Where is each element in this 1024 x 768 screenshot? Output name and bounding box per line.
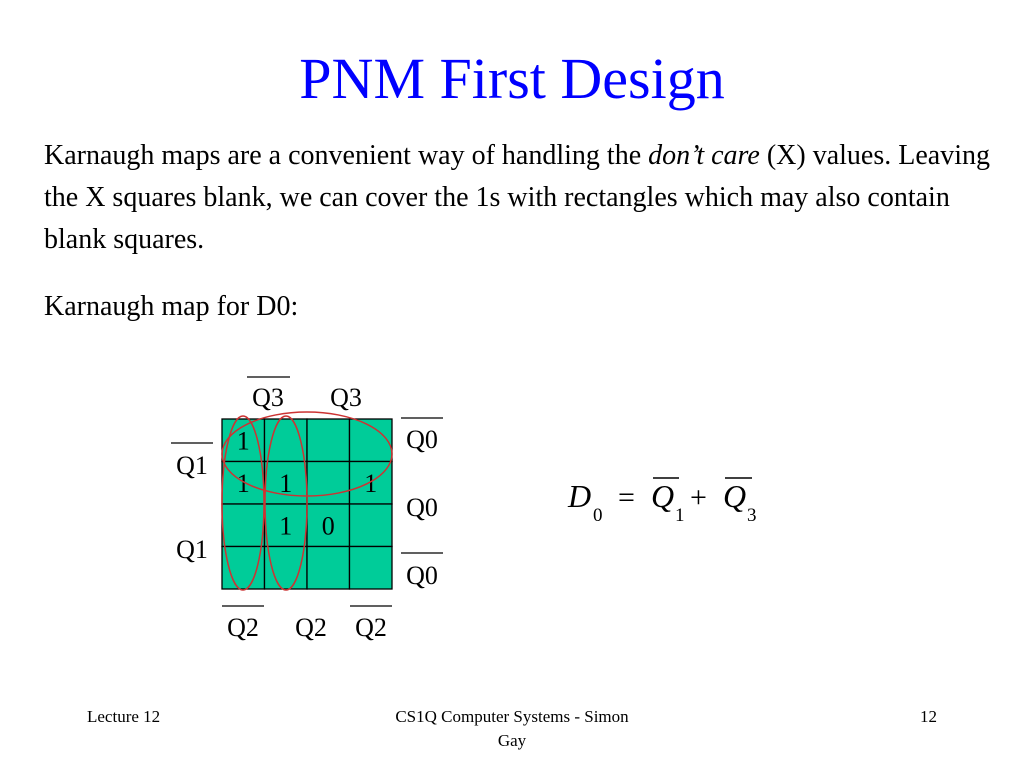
map-caption: Karnaugh map for D0: <box>44 291 299 322</box>
col-header-q3-bar: Q3 <box>252 383 284 412</box>
bottom-header-q2-bar-left: Q2 <box>227 613 259 642</box>
formula-plus: + <box>690 481 707 514</box>
kmap-cell-value: 1 <box>236 426 250 456</box>
kmap-cell-value: 1 <box>279 468 293 498</box>
kmap-cell-value: 1 <box>236 468 250 498</box>
formula-term2-sub: 3 <box>747 505 757 526</box>
footer-course <box>362 705 662 753</box>
row-header-q1-bar: Q1 <box>176 451 208 480</box>
kmap-cell-value: 0 <box>321 511 335 541</box>
intro-text-end: (X) values. Leaving the X squares blank, we can cover the 1s with rectangles which may also contain blank squares. <box>44 140 990 255</box>
formula-lhs-var: D <box>568 478 592 514</box>
formula-term2-var: Q <box>723 478 747 514</box>
row-header-q1: Q1 <box>176 535 208 564</box>
formula-lhs-sub: 0 <box>593 505 603 526</box>
right-header-q0: Q0 <box>406 493 438 522</box>
right-header-q0-bar-bottom: Q0 <box>406 561 438 590</box>
right-header-q0-bar-top: Q0 <box>406 425 438 454</box>
kmap-cell-value: 1 <box>279 511 293 541</box>
footer-course-line1: CS1Q Computer Systems - Simon <box>395 707 629 726</box>
intro-text-start: Karnaugh maps are a convenient way of handling the <box>44 140 649 171</box>
slide-title: PNM First Design <box>299 46 725 111</box>
bottom-header-q2-bar-right: Q2 <box>355 613 387 642</box>
formula-equals: = <box>618 481 635 514</box>
intro-emphasis: don’t care <box>648 140 760 171</box>
footer-page-number: 12 <box>920 707 937 726</box>
formula-term1-sub: 1 <box>675 505 685 526</box>
col-header-q3: Q3 <box>330 383 362 412</box>
bottom-header-q2: Q2 <box>295 613 327 642</box>
kmap-cell-value: 1 <box>364 468 378 498</box>
formula-term1-var: Q <box>651 478 675 514</box>
footer-lecture: Lecture 12 <box>87 707 161 726</box>
footer-course-line2: Gay <box>497 731 527 750</box>
